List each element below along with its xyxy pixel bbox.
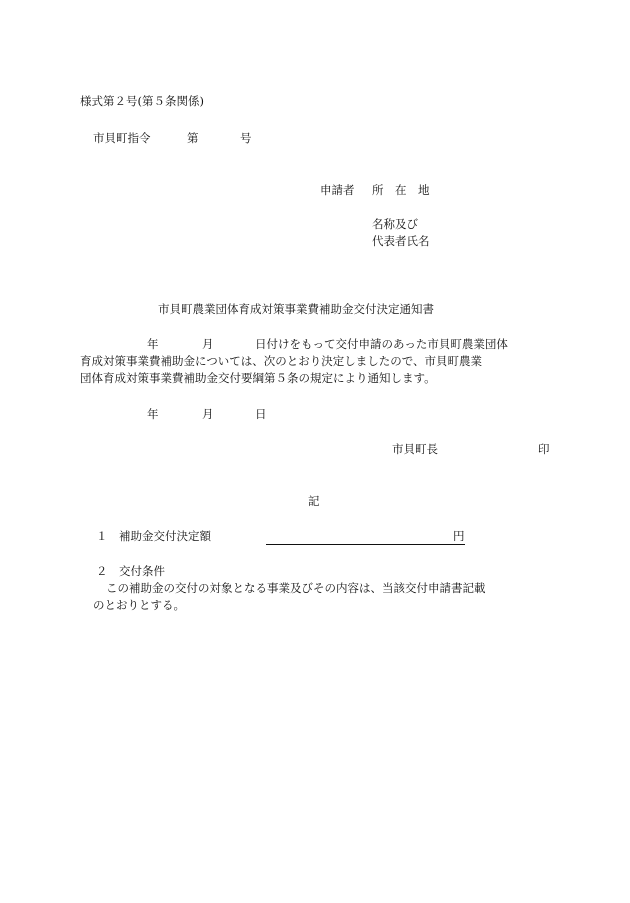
- applicant-address-label: 所 在 地: [372, 183, 430, 197]
- applicant-name-label-1: 名称及び: [372, 217, 418, 231]
- directive-dai: 第: [187, 131, 199, 145]
- date-year: 年: [147, 407, 159, 421]
- body-month: 月: [202, 337, 214, 351]
- applicant-name-label-2: 代表者氏名: [372, 234, 430, 248]
- applicant-label: 申請者: [320, 183, 355, 197]
- item-2-number: ２: [96, 564, 108, 578]
- ki-heading: 記: [308, 494, 320, 508]
- directive-go: 号: [240, 131, 252, 145]
- body-line1: 日付けをもって交付申請のあった市貝町農業団体: [255, 337, 508, 351]
- mayor-seal: 印: [538, 442, 550, 456]
- item-2-text-line2: のとおりとする。: [93, 598, 185, 612]
- body-line3: 団体育成対策事業費補助金交付要綱第５条の規定により通知します。: [80, 371, 436, 385]
- form-number-label: 様式第２号(第５条関係): [80, 94, 204, 108]
- item-1-number: １: [96, 529, 108, 543]
- document-title: 市貝町農業団体育成対策事業費補助金交付決定通知書: [158, 302, 434, 316]
- date-month: 月: [202, 407, 214, 421]
- directive-prefix: 市貝町指令: [93, 131, 151, 145]
- mayor-title: 市貝町長: [392, 442, 438, 456]
- item-2-label: 交付条件: [119, 564, 165, 578]
- body-line2: 育成対策事業費補助金については、次のとおり決定しましたので、市貝町農業: [80, 354, 483, 368]
- item-1-label: 補助金交付決定額: [119, 529, 211, 543]
- date-day: 日: [255, 407, 267, 421]
- amount-blank-line: [266, 528, 465, 545]
- item-1-unit: 円: [453, 529, 465, 543]
- body-year: 年: [147, 337, 159, 351]
- item-2-text-line1: この補助金の交付の対象となる事業及びその内容は、当該交付申請書記載: [106, 581, 486, 595]
